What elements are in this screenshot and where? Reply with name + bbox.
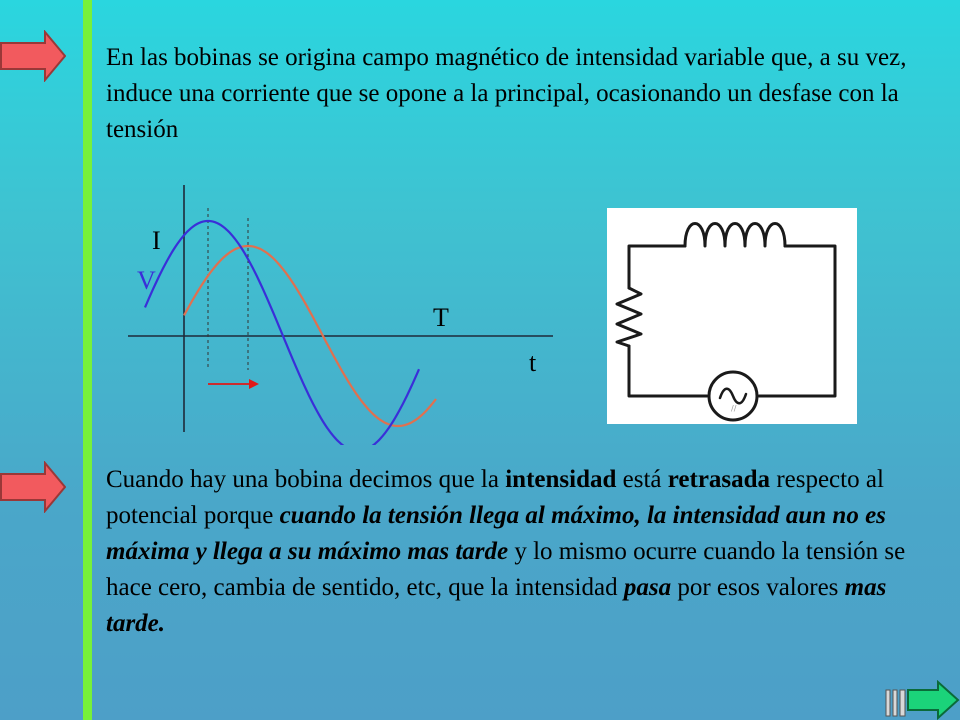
text-run: Cuando hay una bobina decimos que la: [106, 466, 506, 493]
text-run: por esos valores: [671, 574, 845, 601]
nav-back-icon[interactable]: [884, 688, 908, 718]
rl-circuit-diagram: [607, 208, 857, 424]
text-run: está: [616, 466, 668, 493]
time-label: t: [529, 348, 537, 377]
left-accent-bar: [83, 0, 92, 720]
svg-text://: //: [731, 404, 737, 413]
explanation-paragraph: [106, 462, 936, 642]
emphasis-pasa: pasa: [623, 574, 672, 601]
nav-next-arrow-icon[interactable]: [906, 680, 960, 720]
bullet-arrow-icon: [0, 461, 66, 513]
voltage-label: V: [137, 266, 156, 295]
bullet-arrow-icon: [0, 30, 66, 82]
current-label: I: [152, 226, 161, 255]
emphasis-explanation: cuando la tensión llega al máximo, la intensidad aun no es máxima y llega a su máximo mas tarde: [106, 502, 886, 565]
text-run: respecto al potencial porque: [106, 466, 884, 529]
emphasis-retrasada: retrasada: [667, 466, 771, 493]
voltage-curve: [145, 221, 419, 445]
period-label: T: [433, 303, 449, 332]
phase-shift-graph: [125, 180, 565, 445]
emphasis-mas-tarde: mas tarde.: [106, 574, 887, 637]
intro-paragraph: En las bobinas se origina campo magnético de intensidad variable que, a su vez, induce una corriente que se opone a la principal, ocasionando un desfase con la tensión: [106, 44, 907, 143]
phase-lag-arrowhead: [249, 379, 259, 389]
text-run: y lo mismo ocurre cuando la tensión se hace cero, cambia de sentido, etc, que la intensidad: [106, 538, 906, 601]
emphasis-intensidad: intensidad: [505, 466, 617, 493]
